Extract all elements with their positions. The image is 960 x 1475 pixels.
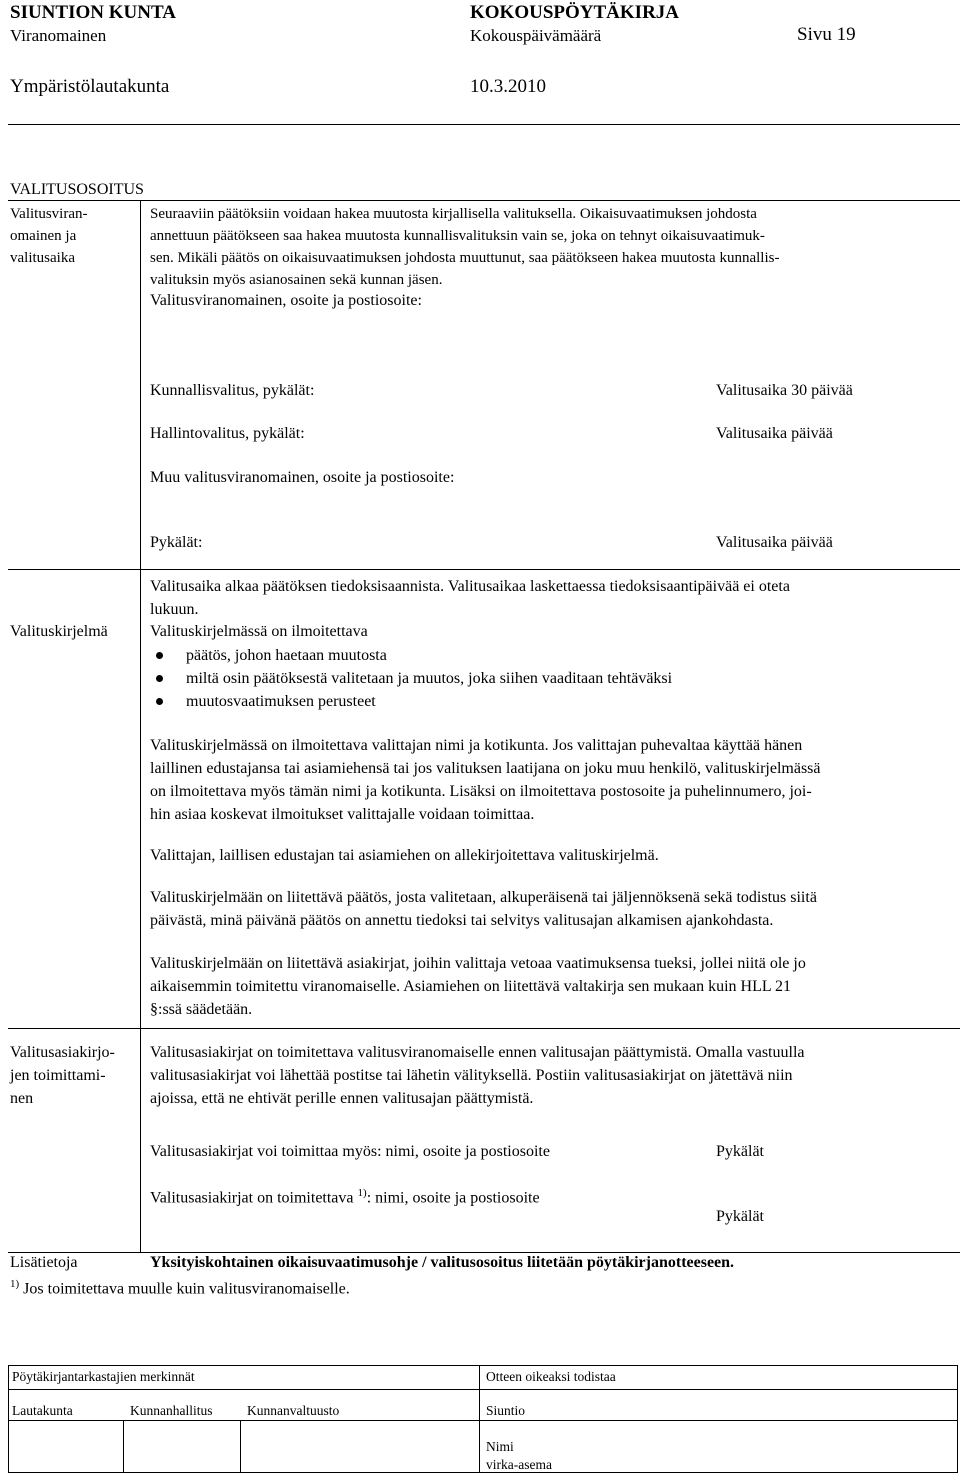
signature-requirement: Valittajan, laillisen edustajan tai asiamiehen on allekirjoitettava valituskirjelmä. xyxy=(150,847,659,864)
footnote-reference: 1) xyxy=(357,1187,367,1199)
bullet-icon xyxy=(156,675,163,682)
footnote-mark: 1) xyxy=(10,1278,20,1290)
appeal-must-state: Valituskirjelmässä on ilmoitettava xyxy=(150,623,368,640)
meeting-date-label: Kokouspäivämäärä xyxy=(470,26,602,45)
document-type: KOKOUSPÖYTÄKIRJA xyxy=(470,2,680,23)
row-divider-delivery xyxy=(8,1028,960,1029)
municipal-appeal-sections: Kunnallisvalitus, pykälät: xyxy=(150,382,315,399)
list-item: miltä osin päätöksestä valitetaan ja muutos, joka siihen vaaditaan tehtäväksi xyxy=(150,667,672,690)
footer-column-divider xyxy=(479,1365,480,1473)
attachments-documents-paragraph: Valituskirjelmään on liitettävä asiakirjat, joihin valittaja vetoaa vaatimuksensa tueksi, jollei niitä ole jo aikaisemmin toimitettu viranomaiselle. Asiamiehen on liitettävä valtakirja sen mukaan kuin HLL 21 §:ssä säädetään. xyxy=(150,955,806,1018)
other-authority-time: Valitusaika päivää xyxy=(716,534,833,551)
page-number: Sivu 19 xyxy=(797,24,856,45)
row-label-authority: Valitusviran- omainen ja valitusaika xyxy=(10,206,88,266)
appeal-requirements-list xyxy=(150,644,672,713)
footer-sign-divider-1 xyxy=(123,1420,124,1473)
appeal-time-note: Valitusaika alkaa päätöksen tiedoksisaannista. Valitusaikaa laskettaessa tiedoksisaantipäivää ei oteta lukuun. xyxy=(150,578,790,618)
administrative-appeal-time: Valitusaika päivää xyxy=(716,425,833,442)
name-label: Nimi xyxy=(486,1439,514,1454)
reviewers-notes-label: Pöytäkirjantarkastajien merkinnät xyxy=(12,1369,195,1384)
other-authority-address-label: Muu valitusviranomainen, osoite ja postiosoite: xyxy=(150,469,455,486)
authority-name: Ympäristölautakunta xyxy=(10,76,170,97)
footer-row-divider-2 xyxy=(8,1420,958,1421)
bullet-icon xyxy=(156,698,163,705)
appeal-authority-address-label: Valitusviranomainen, osoite ja postiosoite: xyxy=(150,292,422,309)
board-label: Lautakunta xyxy=(12,1403,73,1418)
footnote: $^{1)}$ Jos toimitettava muulle kuin valitusviranomaiselle. xyxy=(10,1278,350,1298)
municipal-appeal-time: Valitusaika 30 päivää xyxy=(716,382,853,399)
table-top-line xyxy=(8,200,960,201)
administrative-appeal-sections: Hallintovalitus, pykälät: xyxy=(150,425,305,442)
place-label: Siuntio xyxy=(486,1403,526,1418)
authority-label: Viranomainen xyxy=(10,26,107,45)
list-item: muutosvaatimuksen perusteet xyxy=(150,690,672,713)
municipal-board-label: Kunnanhallitus xyxy=(130,1403,213,1418)
delivery-also-to-sections: Pykälät xyxy=(716,1143,764,1160)
certified-by-label: Otteen oikeaksi todistaa xyxy=(486,1369,616,1384)
row-label-appeal-letter: Valituskirjelmä xyxy=(10,623,108,640)
municipality-name: SIUNTION KUNTA xyxy=(10,2,176,23)
footer-sign-divider-2 xyxy=(240,1420,241,1473)
meeting-date: 10.3.2010 xyxy=(470,76,546,97)
more-info-text: Yksityiskohtainen oikaisuvaatimusohje / valitusosoitus liitetään pöytäkirjanotteeseen. xyxy=(150,1254,735,1271)
delivery-deliver-to: Valitusasiakirjat on toimitettava $^{1)}$: nimi, osoite ja postiosoite xyxy=(150,1187,540,1207)
other-authority-sections: Pykälät: xyxy=(150,534,203,551)
list-item: päätös, johon haetaan muutosta xyxy=(150,644,672,667)
row-divider-letter xyxy=(8,569,960,570)
label-column-divider xyxy=(140,200,141,1252)
more-info-label: Lisätietoja xyxy=(10,1254,78,1271)
delivery-also-to: Valitusasiakirjat voi toimittaa myös: nimi, osoite ja postiosoite xyxy=(150,1143,550,1160)
section-title: VALITUSOSOITUS xyxy=(10,181,144,198)
delivery-deliver-to-sections: Pykälät xyxy=(716,1208,764,1225)
appellant-info-paragraph: Valituskirjelmässä on ilmoitettava valittajan nimi ja kotikunta. Jos valittajan puhevaltaa käyttää hänen laillinen edustajansa tai asiamiehensä tai jos valituksen laatijana on joku muu henkilö, valituskirjelmässä on ilmoitettava myös tämän nimi ja kotikunta. Lisäksi on ilmoitettava postosoite ja puhelinnumero, joi- hin asiaa koskevat ilmoitukset valittajalle voidaan toimittaa. xyxy=(150,737,821,823)
delivery-paragraph: Valitusasiakirjat on toimitettava valitusviranomaiselle ennen valitusajan päättymistä. Omalla vastuulla valitusasiakirjat voi lähettää postitse tai lähetin välityksellä. Postiin valitusasiakirjat on jätettävä niin ajoissa, että ne ehtivät perille ennen valitusajan päättymistä. xyxy=(150,1044,805,1107)
header-divider xyxy=(8,124,960,125)
row-label-delivery: Valitusasiakirjo- jen toimittami- nen xyxy=(10,1044,115,1107)
bullet-icon xyxy=(156,652,163,659)
position-label: virka-asema xyxy=(486,1457,552,1472)
attachments-decision-paragraph: Valituskirjelmään on liitettävä päätös, josta valitetaan, alkuperäisenä tai jäljennöksenä sekä todistus siitä päivästä, minä päivänä päätös on annettu tiedoksi tai selvitys valitusajan alkamisen ajankohdasta. xyxy=(150,889,817,929)
municipal-council-label: Kunnanvaltuusto xyxy=(247,1403,340,1418)
footer-row-divider-1 xyxy=(8,1389,958,1390)
authority-paragraph: Seuraaviin päätöksiin voidaan hakea muutosta kirjallisella valituksella. Oikaisuvaatimuksen johdosta annettuun päätökseen saa hakea muutosta kunnallisvalituksin vain se, joka on tehnyt oikaisuvaatimuk- sen. Mikäli päätös on oikaisuvaatimuksen johdosta muuttunut, saa päätökseen hakea muutosta kunnallis- valituksin myös asianosainen sekä kunnan jäsen. xyxy=(150,206,780,288)
